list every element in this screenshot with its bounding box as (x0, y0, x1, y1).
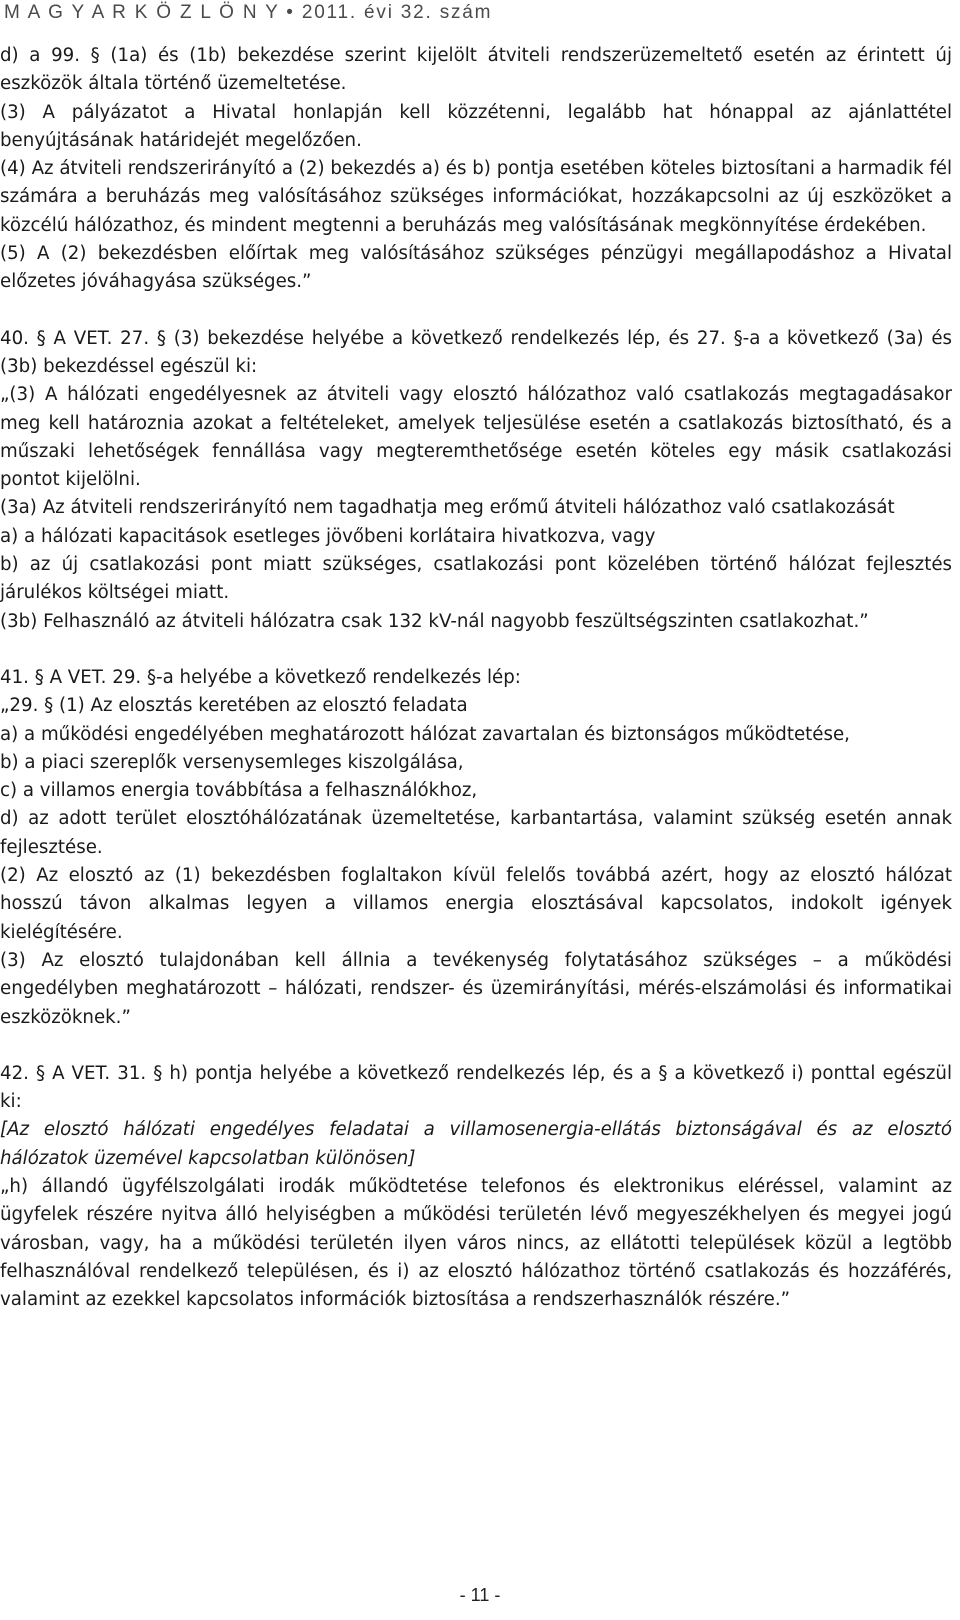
paragraph: b) a piaci szereplők versenysemleges kiszolgálása, (0, 751, 464, 773)
paragraph: (5) A (2) bekezdésben előírtak meg valósításához szükséges pénzügyi megállapodáshoz a Hivatal előzetes jóváhagyása szükséges.” (0, 243, 952, 293)
paragraph: [Az elosztó hálózati engedélyes feladatai a villamosenergia-ellátás biztonságával és az elosztó hálózatok üzemével kapcsolatban különösen] (0, 1119, 952, 1169)
paragraph: a) a hálózati kapacitások esetleges jövőbeni korlátaira hivatkozva, vagy (0, 525, 656, 547)
paragraph: (2) Az elosztó az (1) bekezdésben foglaltakon kívül felelős továbbá azért, hogy az elosztó hálózat hosszú távon alkalmas legyen a villamos energia elosztásával kapcsolatos, indokolt igények kielégítésére. (0, 865, 952, 943)
paragraph: b) az új csatlakozási pont miatt szükséges, csatlakozási pont közelében történő hálózat fejlesztés járulékos költségei miatt. (0, 554, 952, 604)
running-head: M A G Y A R K Ö Z L Ö N Y • 2011. évi 32. szám (4, 2, 493, 23)
paragraph: (3b) Felhasználó az átviteli hálózatra csak 132 kV-nál nagyobb feszültségszinten csatlakozhat.” (0, 610, 869, 632)
document-body (0, 42, 952, 1314)
paragraph: 42. § A VET. 31. § h) pontja helyébe a következő rendelkezés lép, és a § a következő i) ponttal egészül ki: (0, 1062, 952, 1113)
paragraph: c) a villamos energia továbbítása a felhasználókhoz, (0, 780, 478, 802)
paragraph: (3) Az elosztó tulajdonában kell állnia a tevékenység folytatásához szükséges – a működési engedélyben meghatározott – hálózati, rendszer- és üzemirányítási, mérés-elszámolási és informatikai eszközöknek.” (0, 949, 952, 1028)
paragraph: (4) Az átviteli rendszerirányító a (2) bekezdés a) és b) pontja esetében köteles biztosítani a harmadik fél számára a beruházás meg valósításához szükséges információkat, hozzákapcsolni az új eszközöket a közcélú hálózathoz, és mindent megtenni a beruházás meg valósításának megkönnyítése érdekében. (0, 158, 952, 236)
paragraph: 41. § A VET. 29. §-a helyébe a következő rendelkezés lép: (0, 666, 521, 688)
paragraph: „(3) A hálózati engedélyesnek az átviteli vagy elosztó hálózathoz való csatlakozás megtagadásakor meg kell határoznia azokat a feltételeket, amelyek teljesülése esetén a csatlakozás biztosítható, és a műszaki lehetőségek fennállása vagy megteremthetősége esetén köteles egy másik csatlakozási pontot kijelölni. (0, 384, 952, 491)
paragraph: (3) A pályázatot a Hivatal honlapján kell közzétenni, legalább hat hónappal az ajánlattétel benyújtásának határidejét megelőzően. (0, 101, 952, 151)
paragraph: (3a) Az átviteli rendszerirányító nem tagadhatja meg erőmű átviteli hálózathoz való csatlakozását (0, 497, 895, 519)
page-number: - 11 - (459, 1585, 501, 1605)
paragraph: a) a működési engedélyében meghatározott hálózat zavartalan és biztonságos működtetése, (0, 723, 850, 745)
paragraph: „29. § (1) Az elosztás keretében az elosztó feladata (0, 695, 468, 717)
paragraph: „h) állandó ügyfélszolgálati irodák működtetése telefonos és elektronikus eléréssel, valamint az ügyfelek részére nyitva álló helyiségben a működési területén lévő megyeszékhelyen és megyei jogú városban, vagy, ha a működési területén ilyen város nincs, az ellátotti települések közül a legtöbb felhasználóval rendelkező településen, és i) az elosztó hálózathoz történő csatlakozás és hozzáférés, valamint az ezekkel kapcsolatos információk biztosítása a rendszerhasználók részére.” (0, 1175, 952, 1311)
paragraph: 40. § A VET. 27. § (3) bekezdése helyébe a következő rendelkezés lép, és 27. §-a a következő (3a) és (3b) bekezdéssel egészül ki: (0, 327, 952, 377)
paragraph: d) az adott terület elosztóhálózatának üzemeltetése, karbantartása, valamint szükség esetén annak fejlesztése. (0, 808, 952, 858)
paragraph: d) a 99. § (1a) és (1b) bekezdése szerint kijelölt átviteli rendszerüzemeltető esetén az érintett új eszközök általa történő üzemeltetése. (0, 45, 952, 95)
